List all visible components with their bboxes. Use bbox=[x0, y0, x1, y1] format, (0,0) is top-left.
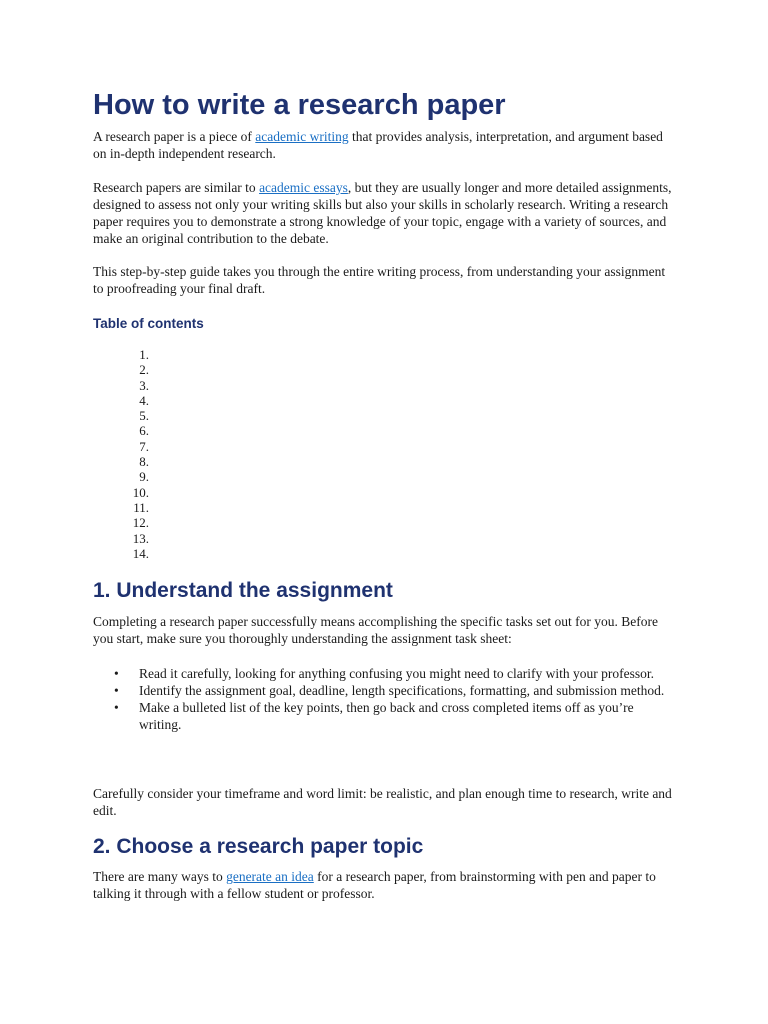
toc-item[interactable] bbox=[93, 347, 149, 362]
toc-item-number: 5. bbox=[139, 408, 149, 424]
intro-paragraph-2-text-start: Research papers are similar to bbox=[93, 180, 260, 195]
toc-item[interactable] bbox=[93, 500, 149, 515]
list-item bbox=[93, 699, 678, 733]
list-item bbox=[93, 682, 678, 699]
bullet-icon: • bbox=[114, 700, 119, 715]
toc-item[interactable] bbox=[93, 531, 149, 546]
section-1-bullet-list bbox=[93, 665, 678, 733]
toc-item-number: 3. bbox=[139, 377, 149, 393]
toc-item-number: 7. bbox=[139, 438, 149, 454]
toc-item-number: 2. bbox=[139, 362, 149, 378]
toc-item[interactable] bbox=[93, 393, 149, 408]
toc-item[interactable] bbox=[93, 469, 149, 484]
list-item-text: Read it carefully, looking for anything confusing you might need to clarify with your professor. bbox=[139, 666, 655, 681]
toc-item[interactable] bbox=[93, 515, 149, 530]
toc-item[interactable] bbox=[93, 546, 149, 561]
intro-paragraph-1-text-end: that provides analysis, interpretation, and argument based on in-depth independent research. bbox=[93, 129, 663, 161]
toc-heading: Table of contents bbox=[93, 316, 204, 331]
toc-item-number: 12. bbox=[132, 515, 149, 531]
academic-writing-link[interactable]: academic writing bbox=[255, 129, 349, 144]
bullet-icon: • bbox=[114, 666, 119, 681]
list-item-text: Identify the assignment goal, deadline, length specifications, formatting, and submission method. bbox=[139, 683, 665, 698]
section-2-paragraph bbox=[93, 868, 678, 902]
toc-item-number: 8. bbox=[139, 454, 149, 470]
toc-item[interactable] bbox=[93, 362, 149, 377]
toc-item[interactable] bbox=[93, 485, 149, 500]
intro-paragraph-2 bbox=[93, 179, 678, 247]
intro-paragraph-1-text-start: A research paper is a piece of bbox=[93, 129, 256, 144]
toc-item-number: 13. bbox=[132, 530, 149, 546]
toc-item-number: 1. bbox=[139, 347, 149, 362]
toc-item-number: 4. bbox=[139, 392, 149, 408]
toc-item[interactable] bbox=[93, 439, 149, 454]
toc-item[interactable] bbox=[93, 454, 149, 469]
toc-item-number: 10. bbox=[132, 484, 149, 500]
section-1-outro: Carefully consider your timeframe and word limit: be realistic, and plan enough time to research, write and edit. bbox=[93, 786, 672, 818]
section-1-heading: 1. Understand the assignment bbox=[93, 579, 393, 602]
generate-an-idea-link[interactable]: generate an idea bbox=[226, 869, 314, 884]
toc-item[interactable] bbox=[93, 378, 149, 393]
section-2-text-start: There are many ways to bbox=[93, 869, 227, 884]
section-1-intro: Completing a research paper successfully means accomplishing the specific tasks set out for you. Before you start, make sure you thoroughly understanding the assignment task sheet: bbox=[93, 614, 658, 646]
toc-item-number: 14. bbox=[132, 545, 149, 561]
section-2-heading: 2. Choose a research paper topic bbox=[93, 835, 424, 858]
toc-item-number: 11. bbox=[133, 499, 149, 515]
toc-item-number: 6. bbox=[139, 423, 149, 439]
intro-paragraph-3: This step-by-step guide takes you through the entire writing process, from understanding your assignment to proofreading your final draft. bbox=[93, 264, 666, 296]
academic-essays-link[interactable]: academic essays bbox=[259, 180, 348, 195]
toc-item-number: 9. bbox=[139, 469, 149, 485]
intro-paragraph-2-text-end: , but they are usually longer and more detailed assignments, designed to assess not only your writing skills but also your skills in scholarly research. Writing a research paper requires you to demonstrate a strong knowledge of your topic, engage with a variety of sources, and make an original contribution to the debate. bbox=[93, 180, 672, 246]
toc-item[interactable] bbox=[93, 423, 149, 438]
section-2-text-end: for a research paper, from brainstorming with pen and paper to talking it through with a fellow student or professor. bbox=[93, 869, 656, 901]
intro-paragraph-1 bbox=[93, 128, 678, 162]
toc-list bbox=[93, 347, 149, 561]
page-title: How to write a research paper bbox=[93, 89, 506, 121]
list-item-text: Make a bulleted list of the key points, then go back and cross completed items off as you’re writing. bbox=[139, 700, 634, 732]
list-item bbox=[93, 665, 678, 682]
bullet-icon: • bbox=[114, 683, 119, 698]
toc-item[interactable] bbox=[93, 408, 149, 423]
